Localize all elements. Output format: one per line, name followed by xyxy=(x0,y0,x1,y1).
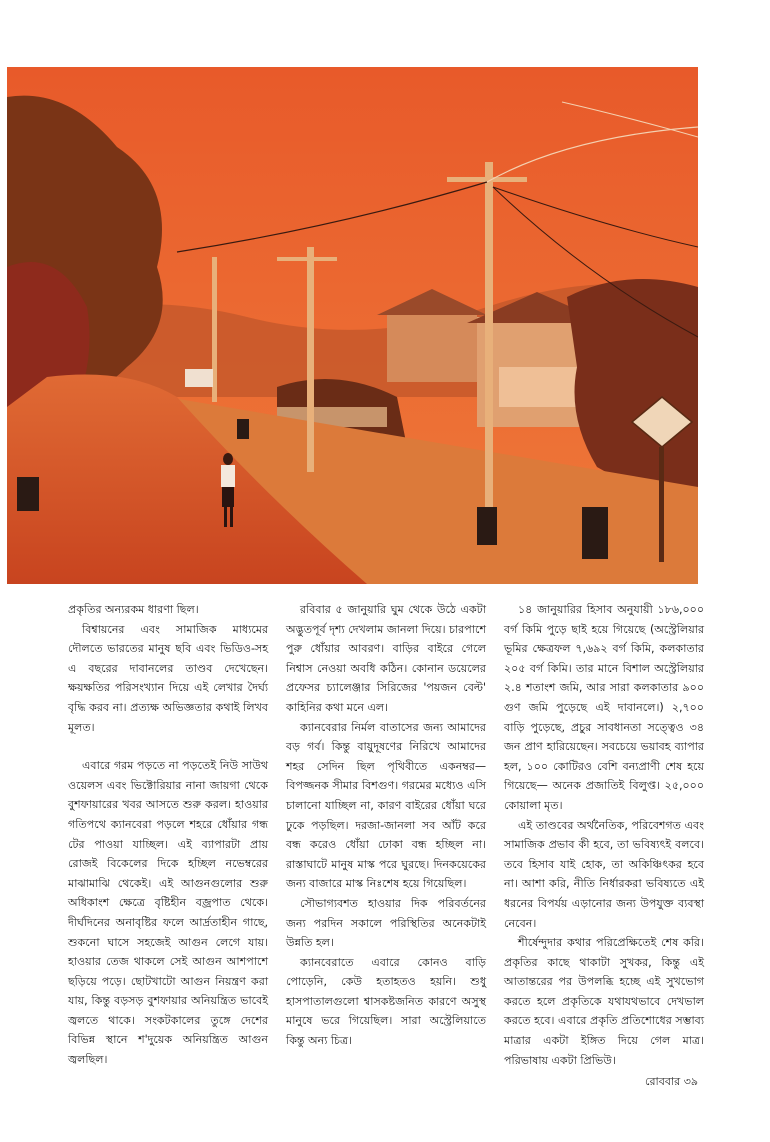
paragraph: ১৪ জানুয়ারির হিসাব অনুযায়ী ১৮৬,০০০ বর্গ কিমি পুড়ে ছাই হয়ে গিয়েছে (অস্ট্রেলিয়ার ভূমির ক্ষেত্রফল ৭,৬৯২ বর্গ কিমি, কলকাতার ২০৫ বর্গ কিমি। তার মানে বিশাল অস্ট্রেলিয়ার ২.৪ শতাংশ জমি, আর সারা কলকাতার ৯০০ গুণ জমি পুড়েছে এই দাবানলে।) ২,৭০০ বাড়ি পুড়েছে, প্রচুর সাবধানতা সত্ত্বেও ৩৪ জন প্রাণ হারিয়েছেন। সবচেয়ে ভয়াবহ ব্যাপার হল, ১০০ কোটিরও বেশি বন্যপ্রাণী শেষ হয়ে গিয়েছে— অনেক প্রজাতিই বিলুপ্ত। ২৫,০০০ কোয়ালা মৃত। xyxy=(504,603,704,812)
paragraph: বিশ্বায়নের এবং সামাজিক মাধ্যমের দৌলতে ভারতের মানুষ ছবি এবং ভিডিও-সহ এ বছরের দাবানলের তাণ্ডব দেখেছেন। ক্ষয়ক্ষতির পরিসংখ্যান দিয়ে এই লেখার দৈর্ঘ্য বৃদ্ধি করব না। প্রত্যক্ষ অভিজ্ঞতার কথাই লিখব মূলত। xyxy=(68,622,268,734)
paragraph: রবিবার ৫ জানুয়ারি ঘুম থেকে উঠে একটা অদ্ভুতপূর্ব দৃশ্য দেখলাম জানলা দিয়ে। চারপাশে পুরু ধোঁয়ার আবরণ। বাড়ির বাইরে গেলে নিশ্বাস নেওয়া অবধি কঠিন। কোনান ডয়েলের প্রফেসর চ্যালেঞ্জার সিরিজের 'পয়জন বেল্ট' কাহিনির কথা মনে এল। xyxy=(286,603,486,714)
bushfire-street-photo xyxy=(7,67,698,584)
photo-illustration xyxy=(7,67,698,584)
article-column-2 xyxy=(286,600,486,1070)
page-footer: রোববার ৩৯ xyxy=(645,1075,698,1088)
paragraph: এবারে গরম পড়তে না পড়তেই নিউ সাউথ ওয়েলস এবং ভিক্টোরিয়ার নানা জায়গা থেকে বুশফায়ারের খবর আসতে শুরু করল। হাওয়ার গতিপথে ক্যানবেরা পড়লে শহরে ধোঁয়ার গন্ধ টের পাওয়া যাচ্ছিল। এই ব্যাপারটা প্রায় রোজই বিকেলের দিকে হচ্ছিল নভেম্বরের মাঝামাঝি থেকেই। এই আগুনগুলোর শুরু অধিকাংশ ক্ষেত্রে বৃষ্টিহীন বজ্রপাত থেকে। দীর্ঘদিনের অনাবৃষ্টির ফলে আর্দ্রতাহীন গাছে, শুকনো ঘাসে সহজেই আগুন লেগে যায়। হাওয়ার তেজ থাকলে সেই আগুন আশপাশে ছড়িয়ে পড়ে। ছোটখাটো আগুন নিয়ন্ত্রণ করা যায়, কিন্তু বড়সড় বুশফায়ার অনিয়ন্ত্রিত ভাবেই জ্বলতে থাকে। সংকটকালের তুঙ্গে দেশের বিভিন্ন স্থানে শ'দুয়েক অনিয়ন্ত্রিত আগুন জ্বলছিল। xyxy=(68,759,268,1067)
article-column-3 xyxy=(504,600,704,1070)
paragraph: ক্যানবেরাতে এবারে কোনও বাড়ি পোড়েনি, কেউ হতাহতও হয়নি। শুধু হাসপাতালগুলো শ্বাসকষ্টজনিত কারণে অসুস্থ মানুষে ভরে গিয়েছিল। সারা অস্ট্রেলিয়াতে কিন্তু অন্য চিত্র। xyxy=(286,955,486,1048)
paragraph: সৌভাগ্যবশত হাওয়ার দিক পরিবর্তনের জন্য পরদিন সকালে পরিস্থিতির অনেকটাই উন্নতি হল। xyxy=(286,896,486,950)
article-body xyxy=(68,600,706,1070)
paragraph: প্রকৃতির অন্যরকম ধারণা ছিল। xyxy=(68,603,199,616)
paragraph: শীর্ষেন্দুদার কথার পরিপ্রেক্ষিতেই শেষ করি। প্রকৃতির কাছে থাকাটা সুখকর, কিন্তু এই আতান্তরের পর উপলব্ধি হচ্ছে এই সুখভোগ করতে হলে প্রকৃতিকে যথাযথভাবে দেখভাল করতে হবে। এবারে প্রকৃতি প্রতিশোধের সম্ভাব্য মাত্রার একটা ইঙ্গিত দিয়ে গেল মাত্র। পরিভাষায় একটা প্রিভিউ। xyxy=(504,936,704,1067)
article-column-1 xyxy=(68,600,268,1070)
paragraph: এই তাণ্ডবের অর্থনৈতিক, পরিবেশগত এবং সামাজিক প্রভাব কী হবে, তা ভবিষ্যৎই বলবে। তবে হিসাব যাই হোক, তা অকিঞ্চিৎকর হবে না। আশা করি, নীতি নির্ধারকরা ভবিষ্যতে এই ধরনের বিপর্যয় এড়ানোর জন্য উপযুক্ত ব্যবস্থা নেবেন। xyxy=(504,818,704,930)
paragraph: ক্যানবেরার নির্মল বাতাসের জন্য আমাদের বড় গর্ব। কিন্তু বায়ুদূষণের নিরিখে আমাদের শহর সেদিন ছিল পৃথিবীতে একনম্বর— বিপজ্জনক সীমার বিশগুণ। গরমের মধ্যেও এসি চালানো যাচ্ছিল না, কারণ বাইরের ধোঁয়া ঘরে ঢুকে পড়ছিল। দরজা-জানলা সব আঁট করে বন্ধ করেও ধোঁয়া ঢোকা বন্ধ হচ্ছিল না। রাস্তাঘাটে মানুষ মাস্ক পরে ঘুরছে। দিনকয়েকের জন্য বাজারে মাস্ক নিঃশেষ হয়ে গিয়েছিল। xyxy=(286,720,486,891)
